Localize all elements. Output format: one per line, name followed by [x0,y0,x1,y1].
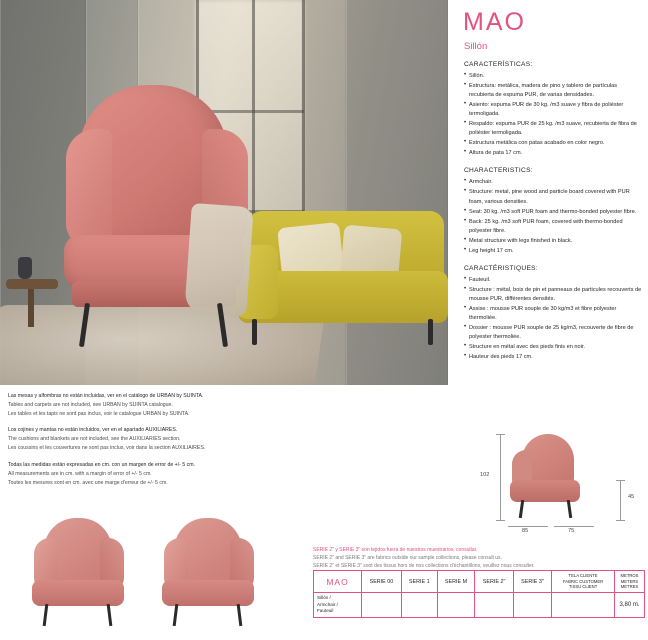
side-table [6,279,58,289]
dim-label-width: 85 [522,528,529,534]
product-info-column [455,0,648,640]
thumb-seat [32,580,124,606]
disclaimer-1-en: Tables and carpets are not included, see URBAN by SUINTA catalogue. [8,402,173,409]
disclaimer-1-es: Las mesas y alfombras no están incluidas, ver en el catálogo de URBAN by SUINTA. [8,393,204,399]
dim-tick-height-bottom [496,520,505,521]
spec-block-fr [464,265,642,362]
thumb-leg-right [237,604,243,626]
thumb-leg-right [107,604,113,626]
cell-serie-1 [401,593,437,618]
row-label-en: Armchair / [317,601,338,607]
spec-item: • Estructura metálica con patas acabado en color negro. [464,139,642,148]
dim-line-width [508,526,548,527]
dim-tick-seat-top [616,480,625,481]
decor-throw-blanket [184,203,254,317]
spec-item: • Structure: metal, pine wood and particle board covered with PUR foam, various densities. [464,188,642,206]
series-note-es: SERIE 2" y SERIE 3" son tejidos fuera de nuestros muestrarios, consultar. [313,547,478,553]
yellow-sofa [238,201,448,351]
disclaimer-1-fr: Les tables et les tapis ne sont pas inclus, voir le catalogue URBAN by SUINTA. [8,411,190,418]
hdr-fabric-en: FABRIC CUSTOMER [562,578,604,584]
spec-item: • Sillón. [464,72,642,81]
spec-heading-es: CARACTERÍSTICAS: [464,61,533,68]
spec-item: • Hauteur des pieds 17 cm. [464,353,642,362]
dim-line-depth [554,526,594,527]
sofa-leg-left [252,319,257,345]
page-title: MAO [463,8,526,36]
disclaimer-3-fr: Toutes les mesures sont en cm. avec une marge d'erreur de +/- 5 cm. [8,479,168,486]
spec-heading-fr: CARACTÉRISTIQUES: [464,264,538,272]
disclaimer-2-es: Los cojines y mantas no están incluidos, ver en el apartado AUXILIARES. [8,427,178,434]
spec-item: • Metal structure with legs finished in black. [464,237,642,246]
table-header-serie-1: SERIE 1 [401,571,437,593]
hdr-meters-es: METROS [620,573,639,578]
cell-meters: 3,80 m. [615,593,645,618]
thumb-leg-left [43,604,49,626]
disclaimer-3 [8,461,308,488]
table-header-serie-m: SERIE M [437,571,475,593]
spec-item: • Respaldo: espuma PUR de 25 kg. /m3 suave, recubierta de fibra de poliéster termoligada. [464,120,642,138]
dim-label-seat-height: 45 [628,494,635,500]
disclaimer-2-fr: Les coussins et les couvertures ne sont pas inclus, voir dans la section AUXILIAIRES. [8,445,206,452]
spec-item: • Assise : mousse PUR souple de 30 kg/m3 et fibre polyester thermoliée. [464,305,642,323]
disclaimer-3-en: All measurements are in cm. with a margin of error of +/- 5 cm. [8,470,152,477]
disclaimer-2-en: The cushions and blankets are not included, see the AUXILIARIES section. [8,436,181,443]
row-label-es: Sillón / [317,595,331,601]
dimension-chair-silhouette [508,434,586,518]
spec-item: • Back: 25 kg. /m3 soft PUR foam, covered with thermo-bonded polyester fibre. [464,218,642,236]
table-row [314,593,645,618]
dim-label-height: 102 [480,472,490,478]
spec-item: • Armchair. [464,178,642,187]
spec-block-es [464,61,642,158]
spec-list-en [464,178,642,255]
hero-product-photo [0,0,448,385]
table-header-serie-2: SERIE 2" [475,571,513,593]
thumb-leg-left [173,604,179,626]
spec-item: • Altura de pata 17 cm. [464,149,642,158]
spec-heading-en: CHARACTERISTICS: [464,167,533,175]
spec-item: • Structure : métal, bois de pin et panneaux de particules recouverts de mousse PUR, différentes densités. [464,286,642,304]
sofa-leg-right [428,319,433,345]
side-table-leg [28,287,34,327]
row-label-fr: Fauteuil [317,608,334,614]
spec-block-en [464,167,642,255]
dim-chair-leg-right [567,500,572,518]
product-thumbnail-angle [160,518,256,630]
dim-label-depth: 75 [568,528,575,534]
spec-item: • Asiento: espuma PUR de 30 kg. /m3 suave y fibra de poliéster termoligada. [464,101,642,119]
spec-item: • Structure en métal avec des pieds finis en noir. [464,343,642,352]
table-header-serie-00: SERIE 00 [362,571,402,593]
hdr-meters-en: METERS [620,578,639,584]
dim-chair-seat [510,480,580,502]
disclaimer-block [8,392,308,495]
spec-list-fr [464,276,642,362]
series-note-block [313,546,643,570]
dim-tick-height-top [496,434,505,435]
thumb-seat [162,580,254,606]
table-header-meters [615,571,645,593]
spec-item: • Estructura: metálica, madera de pino y tablero de partículas recubierta de espuma PUR, de varias densidades. [464,82,642,100]
table-header-serie-3: SERIE 3" [513,571,551,593]
product-thumbnail-front [30,518,126,630]
armchair-leg-left [79,303,90,347]
spec-item: • Dossier : mousse PUR souple de 25 kg/m3, recouverte de fibre de polyester thermoliée. [464,324,642,342]
cell-serie-3 [513,593,551,618]
armchair-arm-left [66,129,112,249]
table-header-product: MAO [314,571,362,593]
cell-serie-2 [475,593,513,618]
spec-item: • Fauteuil. [464,276,642,285]
dim-line-seat-height [620,480,621,520]
product-thumbnail-row [20,518,300,630]
dim-tick-seat-bottom [616,520,625,521]
spec-list-es [464,72,642,158]
dim-line-height [500,434,501,520]
dimension-diagram [470,432,648,542]
dim-chair-leg-left [519,500,524,518]
hdr-fabric-es: TELA CLIENTE [568,573,598,578]
disclaimer-2 [8,426,308,453]
row-label-armchair [314,593,362,618]
cell-fabric-customer [552,593,615,618]
hdr-meters-fr: METRES [620,584,639,590]
table-header-row [314,571,645,593]
disclaimer-1 [8,392,308,419]
series-table [313,570,645,618]
spec-item: • Seat: 30 kg. /m3 soft PUR foam and thermo-bonded polyester fibre. [464,208,642,217]
product-type: Sillón [464,41,488,52]
spec-item: • Leg height 17 cm. [464,247,642,256]
table-header-fabric-customer [552,571,615,593]
mao-armchair-hero [60,85,250,355]
series-note-fr: SERIE 2" et SERIE 3" sont des tissus hors de nos collections d'échantillons, veuillez nous consulter. [313,563,535,569]
disclaimer-3-es: Todas las medidas están expresadas en cm. con un margen de error de +/- 5 cm. [8,461,195,468]
cell-serie-00 [362,593,402,618]
cell-serie-m [437,593,475,618]
hdr-fabric-fr: TISSU CLIENT [568,584,598,590]
series-note-en: SERIE 2" and SERIE 3" are fabrics outside our sample collections, please consult us. [313,555,502,561]
decor-vase [18,257,32,279]
